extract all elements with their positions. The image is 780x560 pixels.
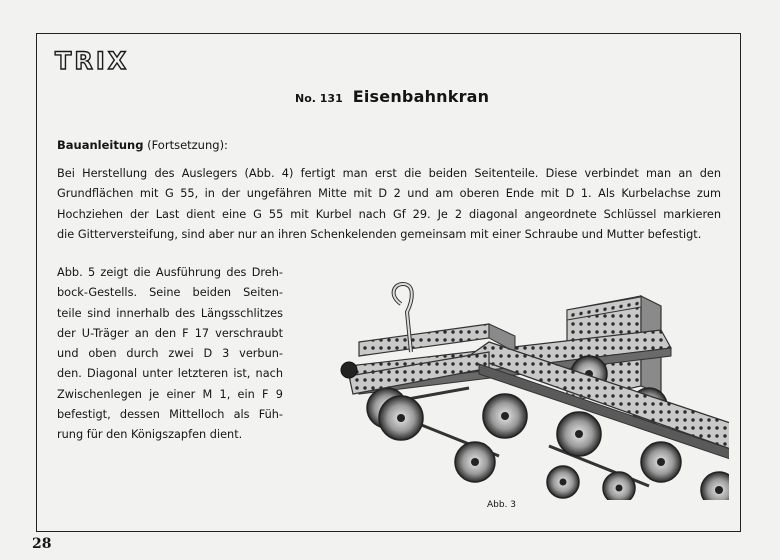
paragraph-line: Zwischenlegen je einer M 1, ein F 9 bbox=[57, 387, 283, 401]
paragraph-line: und oben durch zwei D 3 verbun- bbox=[57, 347, 283, 361]
paragraph-line: der U-Träger an den F 17 verschraubt bbox=[57, 326, 283, 340]
instruction-paragraph-1 bbox=[57, 164, 721, 245]
model-name: Eisenbahnkran bbox=[352, 87, 490, 106]
instruction-paragraph-2 bbox=[57, 263, 283, 446]
figure-caption: Abb. 3 bbox=[487, 500, 517, 510]
paragraph-line: teile sind innerhalb des Längsschlitzes bbox=[57, 306, 283, 320]
svg-text:TRIX: TRIX bbox=[55, 47, 130, 74]
crane-bogie-illustration bbox=[289, 256, 729, 500]
paragraph-line: Bei Herstellung des Auslegers (Abb. 4) fertigt man erst die beiden Seitenteile. Diese verbindet man an den bbox=[57, 167, 721, 180]
trix-logo bbox=[53, 46, 153, 74]
page-frame bbox=[36, 33, 741, 532]
subheading-rest: (Fortsetzung): bbox=[147, 138, 228, 152]
paragraph-line: Abb. 5 zeigt die Ausführung des Dreh- bbox=[57, 266, 283, 279]
subheading bbox=[57, 138, 228, 152]
paragraph-line: befestigt, dessen Mittelloch als Füh- bbox=[57, 408, 283, 422]
model-number: No. 131 bbox=[295, 92, 343, 105]
subheading-bold: Bauanleitung bbox=[57, 138, 144, 152]
paragraph-line: die Gitterversteifung, sind aber nur an ihren Schenkelenden gemeinsam mit einer Schraube und Mutter befestigt. bbox=[57, 227, 702, 241]
paragraph-line: Hochziehen der Last dient eine G 55 mit Kurbel nach Gf 29. Je 2 diagonal angeordnete Schlüssel markieren bbox=[57, 207, 721, 221]
paragraph-line: bock-Gestells. Seine beiden Seiten- bbox=[57, 286, 283, 300]
page-title bbox=[295, 87, 489, 106]
page-number: 28 bbox=[32, 536, 52, 552]
paragraph-line: Grundflächen mit G 55, in der ungefähren Mitte mit D 2 und am oberen Ende mit D 1. Als Kurbelachse zum bbox=[57, 187, 721, 201]
paragraph-line: rung für den Königszapfen dient. bbox=[57, 428, 243, 442]
paragraph-line: den. Diagonal unter letzteren ist, nach bbox=[57, 367, 283, 381]
